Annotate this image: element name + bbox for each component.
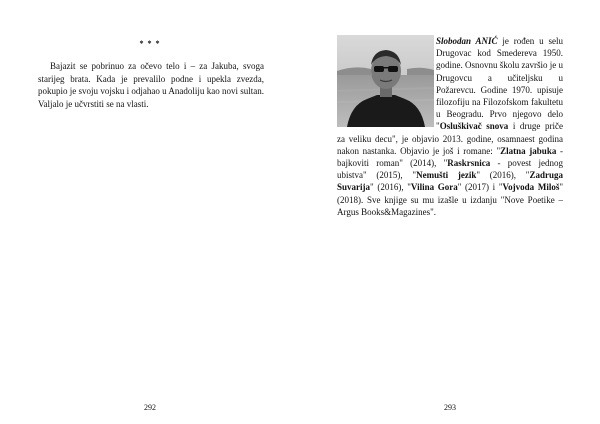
work-title: Zlatna jabuka [500,145,557,156]
author-name: Slobodan ANIĆ [436,36,498,46]
work-title: Zadruga Suvarija [337,170,563,193]
page-number-left: 292 [144,403,156,412]
bio-text: - bajkoviti roman" (2014), " [337,145,564,169]
bio-text: - povest jednog ubistva" (2015), " [337,158,563,181]
bio-text: " (2018). Sve knjige su mu izašle u izdanju "Nove Poetike – Argus Books&Magazines". [337,182,564,217]
right-page [300,0,600,424]
author-photo [337,35,434,127]
bio-text: i druge priče za veliku decu", je objavio 2013. godine, osamnaest godina nakon nastanka. Objavio je još i romane: " [337,121,563,156]
closing-paragraph: Bajazit se pobrinuo za očevo telo i – za Jakuba, svoga starijeg brata. Kada je prevalilo podne i upekla zvezda, pokupio je svoju vojsku i odjahao u Anadoliju kao novi sultan. Valjalo je učvrstiti se na vlasti. [38,61,264,109]
work-title: Vilina Gora [410,182,458,193]
section-divider: * * * [139,39,161,48]
bio-text: " (2017) i " [457,182,503,193]
work-title: Vojvoda Miloš [502,182,560,193]
work-title: Osluškivač snova [439,121,509,132]
bio-text: " (2016), " [476,170,530,181]
bio-text: " (2016), " [370,182,411,193]
bio-intro: je rođen u selu Drugovac kod Smedereva 1950. godine. Osnovnu školu završio je u Drugovcu a učiteljsku u Požarevcu. Godine 1970. upisuje filozofiju na Filozofskom fakultetu u Beogradu. Prvo njegovo delo " [436,36,564,132]
bio-first-line [436,36,563,131]
work-title: Nemušti jezik [416,170,477,181]
page-number-right: 293 [444,403,456,412]
work-title: Raskrsnica [447,158,491,169]
